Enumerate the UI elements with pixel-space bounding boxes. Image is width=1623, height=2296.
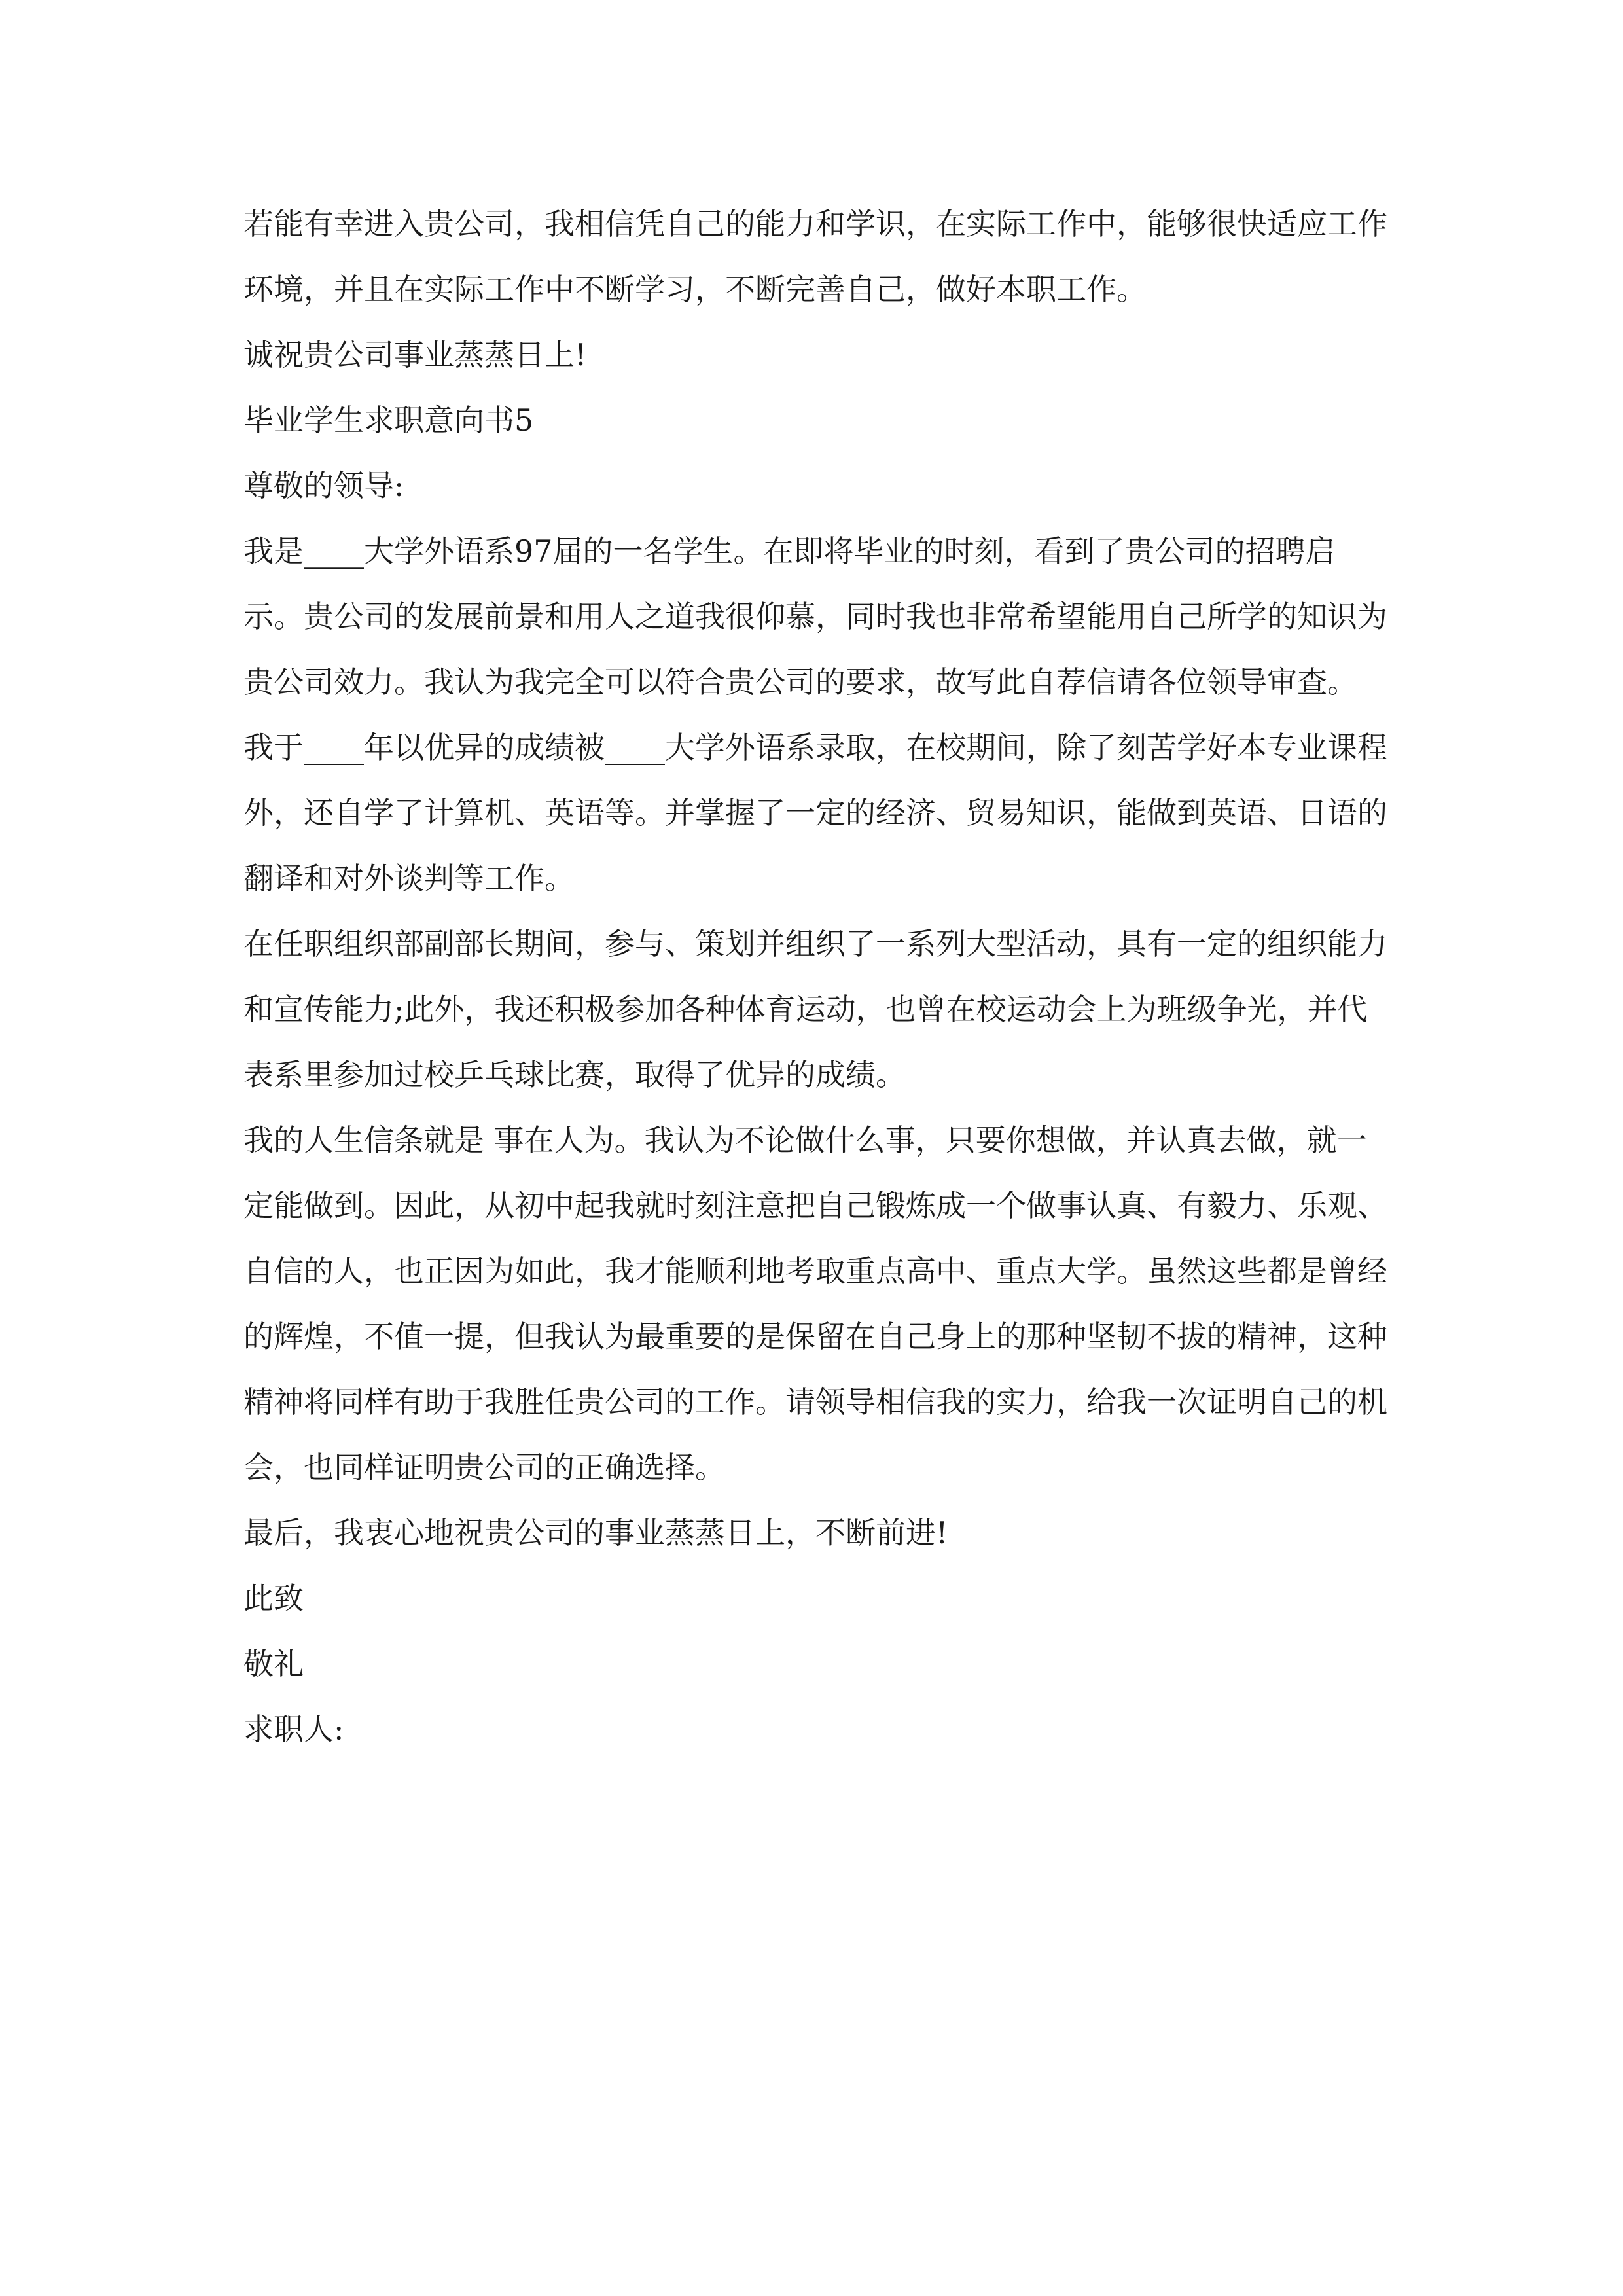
signature-label: 求职人: xyxy=(243,1712,344,1747)
document-body xyxy=(243,191,1395,1762)
paragraph-education: 我于____年以优异的成绩被____大学外语系录取，在校期间，除了刻苦学好本专业课程外，还自学了计算机、英语等。并掌握了一定的经济、贸易知识，能做到英语、日语的翻译和对外谈判等工作。 xyxy=(243,730,1387,896)
paragraph-intro: 若能有幸进入贵公司，我相信凭自己的能力和学识，在实际工作中，能够很快适应工作环境，并且在实际工作中不断学习，不断完善自己，做好本职工作。 xyxy=(243,206,1387,307)
section-heading: 毕业学生求职意向书5 xyxy=(243,403,534,438)
paragraph-motto: 我的人生信条就是 事在人为。我认为不论做什么事，只要你想做，并认真去做，就一定能做到。因此，从初中起我就时刻注意把自己锻炼成一个做事认真、有毅力、乐观、自信的人，也正因为如此，我才能顺利地考取重点高中、重点大学。虽然这些都是曾经的辉煌，不值一提，但我认为最重要的是保留在自己身上的那种坚韧不拔的精神，这种精神将同样有助于我胜任贵公司的工作。请领导相信我的实力，给我一次证明自己的机会，也同样证明贵公司的正确选择。 xyxy=(243,1122,1387,1485)
paragraph-self-intro: 我是____大学外语系97届的一名学生。在即将毕业的时刻，看到了贵公司的招聘启示。贵公司的发展前景和用人之道我很仰慕，同时我也非常希望能用自己所学的知识为贵公司效力。我认为我完全可以符合贵公司的要求，故写此自荐信请各位领导审查。 xyxy=(243,533,1387,700)
paragraph-activities: 在任职组织部副部长期间，参与、策划并组织了一系列大型活动，具有一定的组织能力和宣传能力;此外，我还积极参加各种体育运动，也曾在校运动会上为班级争光，并代表系里参加过校乒乓球比赛，取得了优异的成绩。 xyxy=(243,926,1387,1092)
paragraph-wishes: 诚祝贵公司事业蒸蒸日上! xyxy=(243,337,587,372)
paragraph-closing: 最后，我衷心地祝贵公司的事业蒸蒸日上，不断前进! xyxy=(243,1515,948,1551)
closing-ci-zhi: 此致 xyxy=(243,1581,304,1616)
closing-jing-li: 敬礼 xyxy=(243,1646,304,1681)
salutation: 尊敬的领导: xyxy=(243,468,404,503)
